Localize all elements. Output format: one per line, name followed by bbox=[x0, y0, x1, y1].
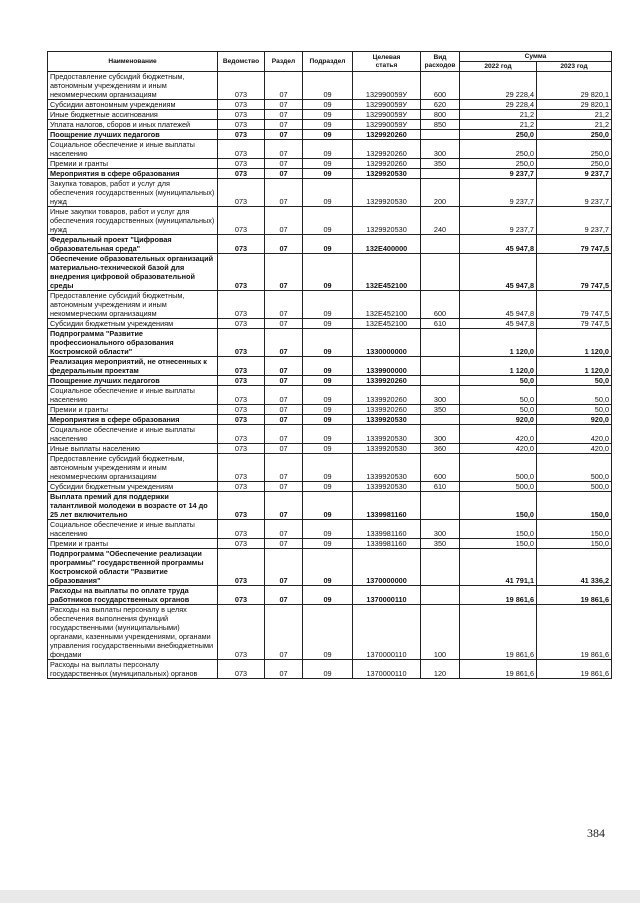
row-name: Мероприятия в сфере образования bbox=[48, 415, 218, 425]
row-name: Поощрение лучших педагогов bbox=[48, 376, 218, 386]
row-sum-2022: 420,0 bbox=[460, 425, 537, 444]
row-section: 07 bbox=[265, 207, 303, 235]
header-expense-type bbox=[421, 52, 460, 72]
table-row bbox=[48, 357, 612, 376]
row-name: Расходы на выплаты персоналу в целях обеспечения выполнения функций государственными (муниципальными) органами, казенными учреждениями, органами управления государственными внебюджетными фондами bbox=[48, 605, 218, 660]
table-row bbox=[48, 159, 612, 169]
row-target-article: 1370000000 bbox=[353, 549, 421, 586]
row-expense-type: 610 bbox=[421, 319, 460, 329]
row-name: Социальное обеспечение и иные выплаты населению bbox=[48, 425, 218, 444]
table-body bbox=[48, 72, 612, 679]
row-sum-2023: 9 237,7 bbox=[537, 207, 612, 235]
row-sum-2022: 29 228,4 bbox=[460, 72, 537, 100]
row-expense-type bbox=[421, 235, 460, 254]
row-target-article: 132990059У bbox=[353, 120, 421, 130]
row-expense-type: 100 bbox=[421, 605, 460, 660]
row-sum-2022: 150,0 bbox=[460, 520, 537, 539]
row-section: 07 bbox=[265, 120, 303, 130]
row-name: Закупка товаров, работ и услуг для обеспечения государственных (муниципальных) нужд bbox=[48, 179, 218, 207]
row-subsection: 09 bbox=[303, 605, 353, 660]
row-sum-2022: 500,0 bbox=[460, 454, 537, 482]
row-sum-2022: 41 791,1 bbox=[460, 549, 537, 586]
row-sum-2023: 29 820,1 bbox=[537, 72, 612, 100]
header-name: Наименование bbox=[48, 52, 218, 72]
row-section: 07 bbox=[265, 72, 303, 100]
row-target-article: 1329920530 bbox=[353, 169, 421, 179]
row-sum-2023: 41 336,2 bbox=[537, 549, 612, 586]
row-name: Расходы на выплаты по оплате труда работников государственных органов bbox=[48, 586, 218, 605]
table-row bbox=[48, 376, 612, 386]
header-target-line1: Целевая bbox=[372, 53, 401, 61]
row-sum-2022: 45 947,8 bbox=[460, 235, 537, 254]
row-sum-2023: 50,0 bbox=[537, 405, 612, 415]
row-department: 073 bbox=[218, 159, 265, 169]
row-subsection: 09 bbox=[303, 235, 353, 254]
row-section: 07 bbox=[265, 539, 303, 549]
row-sum-2023: 19 861,6 bbox=[537, 605, 612, 660]
row-subsection: 09 bbox=[303, 444, 353, 454]
row-subsection: 09 bbox=[303, 482, 353, 492]
row-target-article: 132E400000 bbox=[353, 235, 421, 254]
row-sum-2023: 79 747,5 bbox=[537, 254, 612, 291]
row-sum-2023: 21,2 bbox=[537, 120, 612, 130]
row-expense-type: 850 bbox=[421, 120, 460, 130]
row-subsection: 09 bbox=[303, 357, 353, 376]
row-name: Реализация мероприятий, не отнесенных к федеральным проектам bbox=[48, 357, 218, 376]
row-sum-2022: 50,0 bbox=[460, 405, 537, 415]
row-target-article: 1339920530 bbox=[353, 444, 421, 454]
row-section: 07 bbox=[265, 482, 303, 492]
row-sum-2022: 9 237,7 bbox=[460, 207, 537, 235]
table-row bbox=[48, 329, 612, 357]
row-department: 073 bbox=[218, 254, 265, 291]
row-section: 07 bbox=[265, 444, 303, 454]
row-target-article: 1339920530 bbox=[353, 454, 421, 482]
row-subsection: 09 bbox=[303, 319, 353, 329]
row-target-article: 1339981160 bbox=[353, 520, 421, 539]
row-name: Подпрограмма "Обеспечение реализации программы" государственной программы Костромской области "Развитие образования" bbox=[48, 549, 218, 586]
row-sum-2022: 50,0 bbox=[460, 376, 537, 386]
row-subsection: 09 bbox=[303, 169, 353, 179]
row-expense-type: 360 bbox=[421, 444, 460, 454]
row-name: Предоставление субсидий бюджетным, автономным учреждениям и иным некоммерческим организациям bbox=[48, 72, 218, 100]
row-sum-2022: 500,0 bbox=[460, 482, 537, 492]
row-expense-type bbox=[421, 549, 460, 586]
row-department: 073 bbox=[218, 425, 265, 444]
row-sum-2023: 19 861,6 bbox=[537, 660, 612, 679]
row-target-article: 132E452100 bbox=[353, 291, 421, 319]
row-name: Премии и гранты bbox=[48, 539, 218, 549]
row-subsection: 09 bbox=[303, 386, 353, 405]
row-section: 07 bbox=[265, 169, 303, 179]
row-section: 07 bbox=[265, 130, 303, 140]
row-sum-2023: 19 861,6 bbox=[537, 586, 612, 605]
row-sum-2023: 9 237,7 bbox=[537, 169, 612, 179]
row-expense-type: 800 bbox=[421, 110, 460, 120]
row-department: 073 bbox=[218, 291, 265, 319]
row-sum-2023: 79 747,5 bbox=[537, 319, 612, 329]
row-subsection: 09 bbox=[303, 254, 353, 291]
row-section: 07 bbox=[265, 549, 303, 586]
row-subsection: 09 bbox=[303, 454, 353, 482]
row-sum-2022: 21,2 bbox=[460, 120, 537, 130]
row-target-article: 1339900000 bbox=[353, 357, 421, 376]
header-year-2023: 2023 год bbox=[537, 62, 612, 72]
row-department: 073 bbox=[218, 415, 265, 425]
header-section: Раздел bbox=[265, 52, 303, 72]
row-target-article: 1330000000 bbox=[353, 329, 421, 357]
budget-table bbox=[47, 51, 612, 679]
table-row bbox=[48, 482, 612, 492]
row-section: 07 bbox=[265, 454, 303, 482]
table-row bbox=[48, 539, 612, 549]
row-section: 07 bbox=[265, 520, 303, 539]
row-subsection: 09 bbox=[303, 72, 353, 100]
row-department: 073 bbox=[218, 454, 265, 482]
row-sum-2022: 45 947,8 bbox=[460, 291, 537, 319]
row-department: 073 bbox=[218, 72, 265, 100]
row-sum-2023: 150,0 bbox=[537, 520, 612, 539]
row-subsection: 09 bbox=[303, 159, 353, 169]
row-sum-2022: 50,0 bbox=[460, 386, 537, 405]
row-department: 073 bbox=[218, 405, 265, 415]
row-target-article: 1329920530 bbox=[353, 179, 421, 207]
row-sum-2022: 250,0 bbox=[460, 130, 537, 140]
row-subsection: 09 bbox=[303, 179, 353, 207]
row-expense-type: 600 bbox=[421, 454, 460, 482]
row-subsection: 09 bbox=[303, 130, 353, 140]
table-row bbox=[48, 207, 612, 235]
row-expense-type bbox=[421, 357, 460, 376]
row-expense-type: 350 bbox=[421, 405, 460, 415]
row-sum-2023: 21,2 bbox=[537, 110, 612, 120]
row-subsection: 09 bbox=[303, 539, 353, 549]
row-section: 07 bbox=[265, 415, 303, 425]
row-sum-2022: 150,0 bbox=[460, 492, 537, 520]
scan-bottom-band bbox=[0, 890, 640, 903]
row-name: Премии и гранты bbox=[48, 159, 218, 169]
row-department: 073 bbox=[218, 376, 265, 386]
row-department: 073 bbox=[218, 539, 265, 549]
table-row bbox=[48, 291, 612, 319]
row-expense-type bbox=[421, 130, 460, 140]
row-name: Подпрограмма "Развитие профессионального образования Костромской области" bbox=[48, 329, 218, 357]
row-name: Социальное обеспечение и иные выплаты населению bbox=[48, 140, 218, 159]
row-expense-type: 240 bbox=[421, 207, 460, 235]
row-sum-2023: 79 747,5 bbox=[537, 291, 612, 319]
row-subsection: 09 bbox=[303, 291, 353, 319]
row-section: 07 bbox=[265, 319, 303, 329]
row-name: Премии и гранты bbox=[48, 405, 218, 415]
table-row bbox=[48, 444, 612, 454]
table-row bbox=[48, 120, 612, 130]
row-sum-2022: 420,0 bbox=[460, 444, 537, 454]
table-row bbox=[48, 605, 612, 660]
row-expense-type: 350 bbox=[421, 159, 460, 169]
row-expense-type bbox=[421, 254, 460, 291]
row-target-article: 1329920260 bbox=[353, 130, 421, 140]
row-name: Иные закупки товаров, работ и услуг для обеспечения государственных (муниципальных) нужд bbox=[48, 207, 218, 235]
row-section: 07 bbox=[265, 605, 303, 660]
row-name: Обеспечение образовательных организаций материально-технической базой для внедрения цифровой образовательной среды bbox=[48, 254, 218, 291]
row-department: 073 bbox=[218, 386, 265, 405]
row-section: 07 bbox=[265, 235, 303, 254]
row-section: 07 bbox=[265, 159, 303, 169]
row-subsection: 09 bbox=[303, 425, 353, 444]
row-name: Субсидии бюджетным учреждениям bbox=[48, 482, 218, 492]
row-name: Субсидии автономным учреждениям bbox=[48, 100, 218, 110]
row-name: Иные бюджетные ассигнования bbox=[48, 110, 218, 120]
row-expense-type bbox=[421, 415, 460, 425]
row-sum-2023: 920,0 bbox=[537, 415, 612, 425]
row-expense-type: 600 bbox=[421, 72, 460, 100]
row-name: Поощрение лучших педагогов bbox=[48, 130, 218, 140]
row-sum-2022: 29 228,4 bbox=[460, 100, 537, 110]
row-target-article: 132990059У bbox=[353, 100, 421, 110]
row-sum-2023: 79 747,5 bbox=[537, 235, 612, 254]
header-subsection: Подраздел bbox=[303, 52, 353, 72]
table-row bbox=[48, 660, 612, 679]
row-subsection: 09 bbox=[303, 110, 353, 120]
row-sum-2022: 920,0 bbox=[460, 415, 537, 425]
page-number: 384 bbox=[587, 826, 605, 840]
row-name: Выплата премий для поддержки талантливой молодежи в возрасте от 14 до 25 лет включительно bbox=[48, 492, 218, 520]
row-name: Социальное обеспечение и иные выплаты населению bbox=[48, 386, 218, 405]
row-subsection: 09 bbox=[303, 100, 353, 110]
row-sum-2023: 50,0 bbox=[537, 376, 612, 386]
row-department: 073 bbox=[218, 482, 265, 492]
row-name: Мероприятия в сфере образования bbox=[48, 169, 218, 179]
row-sum-2022: 19 861,6 bbox=[460, 660, 537, 679]
header-target-article bbox=[353, 52, 421, 72]
row-section: 07 bbox=[265, 110, 303, 120]
row-subsection: 09 bbox=[303, 140, 353, 159]
row-name: Уплата налогов, сборов и иных платежей bbox=[48, 120, 218, 130]
header-vid-line1: Вид bbox=[433, 53, 447, 61]
row-sum-2023: 500,0 bbox=[537, 482, 612, 492]
row-department: 073 bbox=[218, 357, 265, 376]
table-row bbox=[48, 130, 612, 140]
row-expense-type: 120 bbox=[421, 660, 460, 679]
row-target-article: 1339981160 bbox=[353, 492, 421, 520]
header-vid-line2: расходов bbox=[424, 61, 456, 69]
table-row bbox=[48, 492, 612, 520]
row-sum-2023: 1 120,0 bbox=[537, 357, 612, 376]
row-department: 073 bbox=[218, 605, 265, 660]
row-department: 073 bbox=[218, 586, 265, 605]
row-subsection: 09 bbox=[303, 329, 353, 357]
row-section: 07 bbox=[265, 254, 303, 291]
row-target-article: 1339920260 bbox=[353, 376, 421, 386]
row-sum-2022: 45 947,8 bbox=[460, 319, 537, 329]
row-section: 07 bbox=[265, 291, 303, 319]
row-subsection: 09 bbox=[303, 549, 353, 586]
row-department: 073 bbox=[218, 100, 265, 110]
row-target-article: 1329920530 bbox=[353, 207, 421, 235]
table-row bbox=[48, 520, 612, 539]
row-expense-type: 610 bbox=[421, 482, 460, 492]
row-expense-type bbox=[421, 329, 460, 357]
table-row bbox=[48, 140, 612, 159]
row-target-article: 1339920260 bbox=[353, 386, 421, 405]
row-department: 073 bbox=[218, 169, 265, 179]
table-row bbox=[48, 169, 612, 179]
row-subsection: 09 bbox=[303, 660, 353, 679]
row-section: 07 bbox=[265, 492, 303, 520]
row-name: Социальное обеспечение и иные выплаты населению bbox=[48, 520, 218, 539]
row-sum-2023: 420,0 bbox=[537, 425, 612, 444]
row-name: Субсидии бюджетным учреждениям bbox=[48, 319, 218, 329]
row-name: Федеральный проект "Цифровая образовательная среда" bbox=[48, 235, 218, 254]
row-target-article: 1370000110 bbox=[353, 586, 421, 605]
row-expense-type: 600 bbox=[421, 291, 460, 319]
row-sum-2023: 1 120,0 bbox=[537, 329, 612, 357]
row-section: 07 bbox=[265, 329, 303, 357]
row-sum-2022: 9 237,7 bbox=[460, 179, 537, 207]
table-row bbox=[48, 72, 612, 100]
row-section: 07 bbox=[265, 140, 303, 159]
row-section: 07 bbox=[265, 100, 303, 110]
row-sum-2022: 150,0 bbox=[460, 539, 537, 549]
row-sum-2022: 250,0 bbox=[460, 140, 537, 159]
row-sum-2022: 21,2 bbox=[460, 110, 537, 120]
row-department: 073 bbox=[218, 520, 265, 539]
row-sum-2023: 250,0 bbox=[537, 140, 612, 159]
row-target-article: 1370000110 bbox=[353, 660, 421, 679]
row-expense-type: 620 bbox=[421, 100, 460, 110]
row-subsection: 09 bbox=[303, 415, 353, 425]
row-section: 07 bbox=[265, 425, 303, 444]
row-subsection: 09 bbox=[303, 586, 353, 605]
row-section: 07 bbox=[265, 357, 303, 376]
row-target-article: 132990059У bbox=[353, 72, 421, 100]
row-sum-2022: 19 861,6 bbox=[460, 605, 537, 660]
row-sum-2023: 9 237,7 bbox=[537, 179, 612, 207]
row-department: 073 bbox=[218, 444, 265, 454]
row-sum-2023: 29 820,1 bbox=[537, 100, 612, 110]
header-sum: Сумма bbox=[460, 52, 612, 62]
table-row bbox=[48, 319, 612, 329]
row-target-article: 132E452100 bbox=[353, 319, 421, 329]
row-department: 073 bbox=[218, 235, 265, 254]
row-subsection: 09 bbox=[303, 492, 353, 520]
row-target-article: 1339920530 bbox=[353, 482, 421, 492]
table-row bbox=[48, 415, 612, 425]
row-expense-type: 300 bbox=[421, 425, 460, 444]
row-subsection: 09 bbox=[303, 520, 353, 539]
row-sum-2023: 50,0 bbox=[537, 386, 612, 405]
row-target-article: 1339920530 bbox=[353, 425, 421, 444]
row-department: 073 bbox=[218, 179, 265, 207]
row-section: 07 bbox=[265, 386, 303, 405]
row-sum-2023: 250,0 bbox=[537, 159, 612, 169]
row-section: 07 bbox=[265, 586, 303, 605]
row-subsection: 09 bbox=[303, 376, 353, 386]
table-row bbox=[48, 179, 612, 207]
row-sum-2022: 45 947,8 bbox=[460, 254, 537, 291]
row-target-article: 1339981160 bbox=[353, 539, 421, 549]
row-sum-2023: 150,0 bbox=[537, 492, 612, 520]
row-expense-type bbox=[421, 586, 460, 605]
table-row bbox=[48, 100, 612, 110]
row-sum-2022: 250,0 bbox=[460, 159, 537, 169]
row-target-article: 1329920260 bbox=[353, 159, 421, 169]
row-sum-2023: 150,0 bbox=[537, 539, 612, 549]
row-target-article: 1370000110 bbox=[353, 605, 421, 660]
row-target-article: 132990059У bbox=[353, 110, 421, 120]
row-expense-type: 350 bbox=[421, 539, 460, 549]
table-row bbox=[48, 425, 612, 444]
row-subsection: 09 bbox=[303, 405, 353, 415]
budget-table-sheet bbox=[47, 51, 611, 679]
row-sum-2023: 250,0 bbox=[537, 130, 612, 140]
table-row bbox=[48, 110, 612, 120]
row-name: Предоставление субсидий бюджетным, автономным учреждениям и иным некоммерческим организациям bbox=[48, 454, 218, 482]
row-expense-type bbox=[421, 169, 460, 179]
row-department: 073 bbox=[218, 549, 265, 586]
header-target-line2: статья bbox=[375, 61, 398, 69]
table-header bbox=[48, 52, 612, 72]
row-expense-type: 300 bbox=[421, 386, 460, 405]
row-department: 073 bbox=[218, 120, 265, 130]
table-row bbox=[48, 254, 612, 291]
table-row bbox=[48, 549, 612, 586]
row-section: 07 bbox=[265, 405, 303, 415]
row-sum-2022: 1 120,0 bbox=[460, 329, 537, 357]
row-name: Расходы на выплаты персоналу государственных (муниципальных) органов bbox=[48, 660, 218, 679]
row-department: 073 bbox=[218, 329, 265, 357]
row-sum-2023: 420,0 bbox=[537, 444, 612, 454]
row-department: 073 bbox=[218, 207, 265, 235]
row-target-article: 1329920260 bbox=[353, 140, 421, 159]
row-department: 073 bbox=[218, 140, 265, 159]
row-expense-type: 300 bbox=[421, 140, 460, 159]
header-year-2022: 2022 год bbox=[460, 62, 537, 72]
table-row bbox=[48, 235, 612, 254]
row-department: 073 bbox=[218, 130, 265, 140]
row-subsection: 09 bbox=[303, 207, 353, 235]
row-sum-2022: 1 120,0 bbox=[460, 357, 537, 376]
row-expense-type bbox=[421, 376, 460, 386]
row-target-article: 1339920260 bbox=[353, 405, 421, 415]
row-department: 073 bbox=[218, 660, 265, 679]
row-sum-2022: 19 861,6 bbox=[460, 586, 537, 605]
row-department: 073 bbox=[218, 319, 265, 329]
table-row bbox=[48, 405, 612, 415]
row-section: 07 bbox=[265, 179, 303, 207]
row-name: Иные выплаты населению bbox=[48, 444, 218, 454]
row-target-article: 132E452100 bbox=[353, 254, 421, 291]
row-sum-2022: 9 237,7 bbox=[460, 169, 537, 179]
row-department: 073 bbox=[218, 110, 265, 120]
table-row bbox=[48, 454, 612, 482]
row-section: 07 bbox=[265, 376, 303, 386]
table-row bbox=[48, 586, 612, 605]
row-expense-type: 300 bbox=[421, 520, 460, 539]
row-expense-type: 200 bbox=[421, 179, 460, 207]
row-target-article: 1339920530 bbox=[353, 415, 421, 425]
row-name: Предоставление субсидий бюджетным, автономным учреждениям и иным некоммерческим организациям bbox=[48, 291, 218, 319]
row-expense-type bbox=[421, 492, 460, 520]
row-subsection: 09 bbox=[303, 120, 353, 130]
row-section: 07 bbox=[265, 660, 303, 679]
header-department: Ведомство bbox=[218, 52, 265, 72]
table-row bbox=[48, 386, 612, 405]
row-department: 073 bbox=[218, 492, 265, 520]
row-sum-2023: 500,0 bbox=[537, 454, 612, 482]
